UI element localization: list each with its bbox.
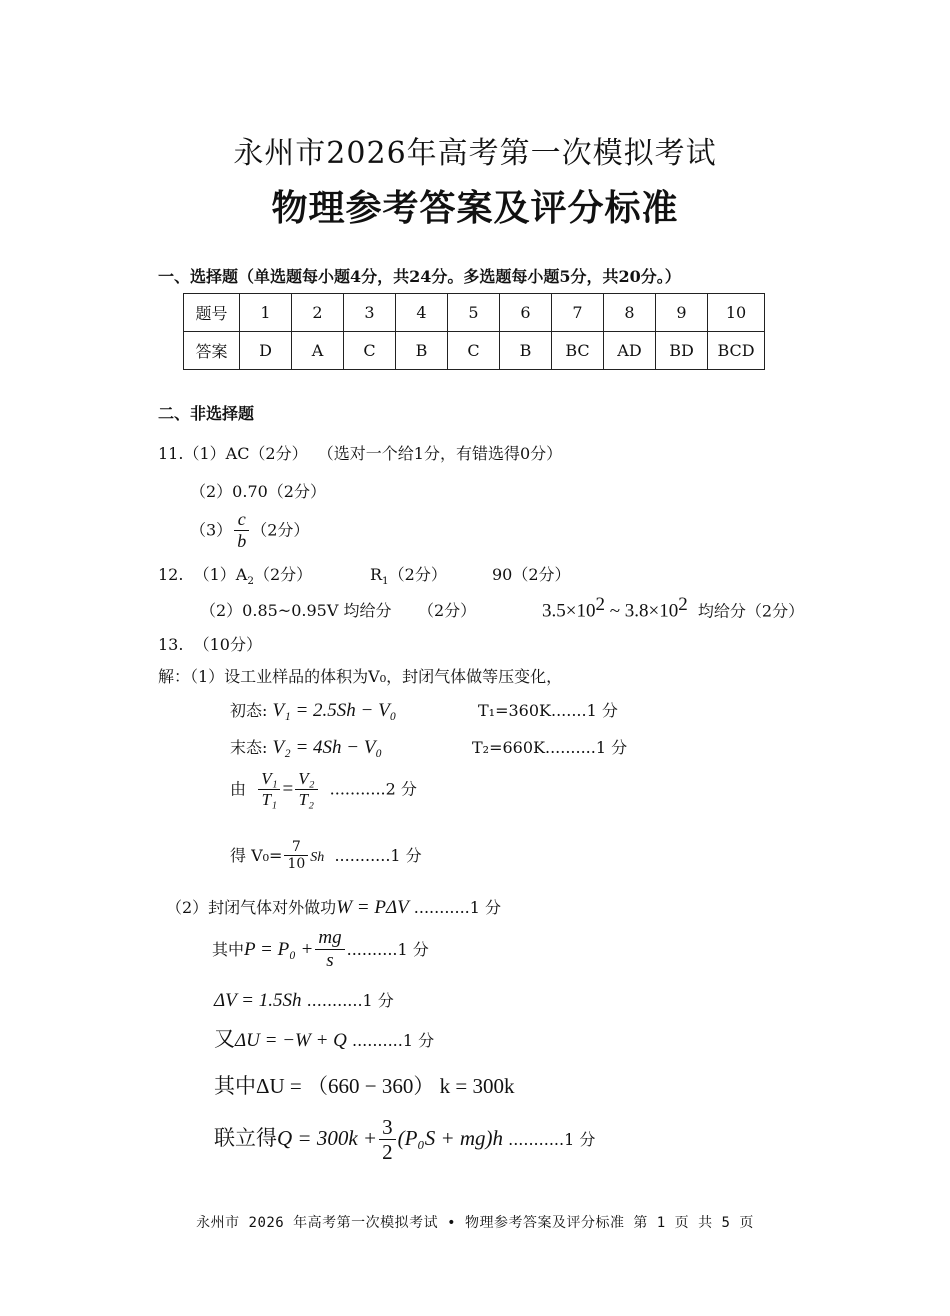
by-label: 由: [230, 779, 247, 799]
q11-part3-prefix: （3）: [190, 520, 233, 540]
q12-part2a: （2）0.85~0.95V 均给分: [200, 601, 392, 620]
heat-label: 联立得: [214, 1126, 277, 1151]
q13-energy: [214, 1023, 434, 1053]
q12-part1c: 90（2分）: [492, 565, 571, 584]
q13-final-temp: T₂=660K..........1 分: [472, 738, 628, 757]
exponent: 2: [678, 594, 688, 615]
result-label: 得 V₀=: [230, 846, 283, 866]
q13-number: 13.: [158, 635, 184, 654]
numerator: mg: [315, 928, 344, 950]
denominator: 10: [287, 856, 306, 873]
final-label: 末态:: [230, 738, 268, 757]
q13-result: [230, 840, 422, 873]
initial-label: 初态:: [230, 701, 268, 720]
answer-key-title: 物理参考答案及评分标准: [271, 187, 679, 229]
heat-equation-left: Q = 300k +: [277, 1126, 378, 1151]
answer-cell: AD: [604, 332, 656, 370]
q11-part1: （1）AC（2分）: [183, 444, 308, 463]
q12-part2c: [542, 594, 804, 622]
range-low: 3.5×10: [542, 600, 596, 622]
denominator: s: [326, 949, 334, 971]
heat-equation-right: (P₀S + mg)h: [397, 1126, 504, 1151]
final-equation: V₂ = 4Sh − V₀: [272, 737, 383, 758]
numerator: 7: [284, 840, 308, 856]
numerator: c: [234, 510, 249, 531]
denominator: T₁: [261, 789, 278, 809]
question-number: 3: [344, 294, 396, 332]
denominator: b: [237, 530, 247, 551]
denominator: T₂: [298, 789, 315, 809]
q13-volume-change: [214, 988, 394, 1012]
score: ...........1 分: [334, 846, 422, 866]
work-equation: W = PΔV: [336, 897, 409, 918]
numerator: V₂: [295, 770, 317, 790]
question-number: 6: [500, 294, 552, 332]
question-number: 10: [708, 294, 765, 332]
row-label: 答案: [184, 332, 240, 370]
answer-cell: C: [344, 332, 396, 370]
q13-initial: [230, 698, 396, 722]
score: ...........1 分: [306, 991, 394, 1010]
score: ...........1 分: [413, 898, 502, 917]
score: ..........1 分: [351, 1031, 435, 1050]
numerator: V₁: [258, 770, 280, 790]
answer-cell: B: [500, 332, 552, 370]
row-label: 题号: [184, 294, 240, 332]
q13-part2: [166, 895, 501, 919]
question-number: 5: [448, 294, 500, 332]
answer-table: [183, 293, 765, 370]
question-number: 1: [240, 294, 292, 332]
range-score: 均给分（2分）: [697, 601, 805, 621]
exam-title: 永州市2026年高考第一次模拟考试: [233, 136, 717, 171]
score: ..........1 分: [346, 939, 429, 959]
page-footer: 永州市 2026 年高考第一次模拟考试 • 物理参考答案及评分标准 第 1 页 共 5 页: [196, 1215, 754, 1231]
q13-heat: [214, 1116, 595, 1165]
fraction: [379, 1116, 396, 1165]
pressure-equation: P = P₀ +: [244, 938, 314, 960]
question-number: 9: [656, 294, 708, 332]
table-row: [184, 332, 765, 370]
energy-label: 又: [214, 1027, 235, 1051]
answer-cell: BCD: [708, 332, 765, 370]
q13-energy-value: [214, 1070, 514, 1100]
section1-heading: 一、选择题（单选题每小题4分，共24分。多选题每小题5分，共20分。）: [158, 267, 681, 286]
subscript: 1: [382, 575, 389, 588]
answer-cell: C: [448, 332, 500, 370]
range-high: ~ 3.8×10: [604, 600, 679, 622]
q13-pressure: [212, 928, 429, 973]
q13-line1: [158, 632, 262, 655]
q11-number: 11.: [158, 444, 184, 463]
fraction: [234, 510, 249, 552]
score: ...........1 分: [508, 1130, 596, 1150]
exponent: 2: [595, 594, 605, 615]
table-row: [184, 294, 765, 332]
answer-cell: A: [292, 332, 344, 370]
question-number: 7: [552, 294, 604, 332]
q11-line1: [158, 441, 562, 464]
subscript: 2: [247, 575, 254, 588]
energy-value-equation: ΔU = （660 − 360） k = 300k: [256, 1074, 515, 1098]
part2-intro: （2）封闭气体对外做功: [166, 898, 337, 917]
q13-intro: 解：（1）设工业样品的体积为V₀，封闭气体做等压变化，: [158, 667, 563, 686]
q12-part1b: R: [370, 565, 383, 584]
q13-score: （10分）: [193, 635, 262, 654]
section2-heading: 二、非选择题: [158, 404, 255, 423]
question-number: 2: [292, 294, 344, 332]
q11-line3: [190, 510, 309, 552]
q12-part1a: （1）A: [193, 565, 248, 584]
q12-part1b-score: （2分）: [388, 565, 447, 584]
answer-cell: BD: [656, 332, 708, 370]
pressure-label: 其中: [212, 939, 245, 959]
numerator: 3: [379, 1116, 396, 1140]
score: ...........2 分: [329, 779, 417, 799]
fraction: [258, 770, 280, 810]
initial-equation: V₁ = 2.5Sh − V₀: [272, 700, 397, 721]
q12-part2b: （2分）: [418, 601, 477, 620]
question-number: 4: [396, 294, 448, 332]
q13-initial-temp: T₁=360K.......1 分: [478, 701, 618, 720]
q12-part1a-score: （2分）: [254, 565, 313, 584]
energy-value-label: 其中: [214, 1074, 256, 1098]
answer-cell: BC: [552, 332, 604, 370]
q11-part3-score: （2分）: [251, 520, 310, 540]
q11-part1-note: （选对一个给1分，有错选得0分）: [317, 444, 563, 463]
q12-line1b: [370, 562, 447, 587]
question-number: 8: [604, 294, 656, 332]
volume-equation: ΔV = 1.5Sh: [214, 990, 302, 1011]
q13-final: [230, 735, 382, 759]
answer-cell: D: [240, 332, 292, 370]
denominator: 2: [382, 1140, 393, 1165]
q11-part2: （2）0.70（2分）: [190, 482, 326, 501]
fraction: [315, 928, 344, 973]
q12-line1: [158, 562, 312, 587]
equals-sign: =: [282, 778, 294, 800]
result-tail: Sh: [310, 850, 325, 866]
fraction: [284, 840, 308, 873]
q12-number: 12.: [158, 565, 184, 584]
energy-equation: ΔU = −W + Q: [235, 1030, 347, 1051]
fraction: [295, 770, 317, 810]
q13-relation: [230, 770, 417, 810]
answer-cell: B: [396, 332, 448, 370]
